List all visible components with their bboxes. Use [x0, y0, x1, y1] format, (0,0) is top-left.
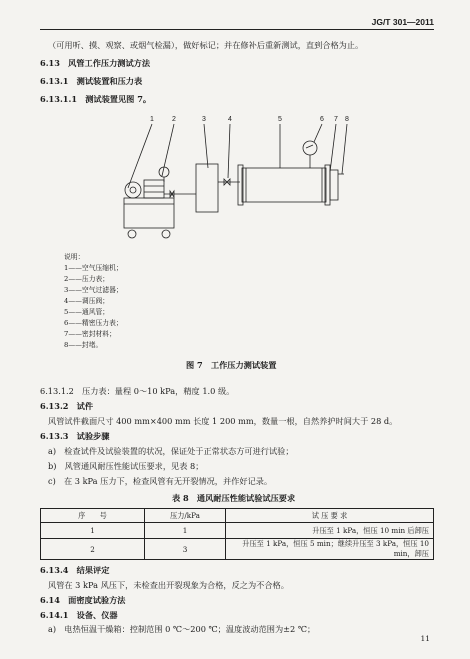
legend-title: 说明： [64, 253, 85, 261]
callout-7: 7 [334, 116, 338, 123]
callout-2: 2 [172, 116, 176, 123]
col-header-pressure: 压力/kPa [145, 509, 226, 523]
cell-number: 2 [41, 539, 145, 560]
step-b: b) 风管通风耐压性能试压要求，见表 8； [48, 461, 204, 471]
legend-item: 6——精密压力表； [64, 319, 123, 327]
legend-item: 7——密封材料； [64, 330, 116, 338]
page-number: 11 [420, 634, 430, 643]
callout-8: 8 [345, 116, 349, 123]
test-apparatus-diagram [100, 112, 360, 248]
legend-item: 1——空气压缩机； [64, 264, 123, 272]
legend-item: 5——通风管； [64, 308, 110, 316]
section-6-13-2-heading: 6.13.2 试件 [40, 401, 94, 411]
section-6-13-1-1-text: 6.13.1.1 测试装置见图 7。 [40, 94, 152, 104]
section-6-13-1-heading: 6.13.1 测试装置和压力表 [40, 76, 143, 86]
callout-4: 4 [228, 116, 232, 123]
cell-requirement: 升压至 1 kPa，恒压 10 min 后卸压 [226, 523, 434, 539]
table-row [41, 523, 434, 539]
step-c: c) 在 3 kPa 压力下，检查风管有无开裂情况，并作好记录。 [48, 476, 273, 486]
legend-item: 3——空气过滤器； [64, 286, 123, 294]
callout-6: 6 [320, 116, 324, 123]
cell-requirement: 升压至 1 kPa，恒压 5 min；继续升压至 3 kPa，恒压 10 min，卸压 [226, 539, 434, 560]
legend-item: 4——调压阀； [64, 297, 110, 305]
step-a: a) 检查试件及试验装置的状况，保证处于正常状态方可进行试验； [48, 446, 294, 456]
figure-caption: 图 7 工作压力测试装置 [186, 360, 277, 370]
table-8-title: 表 8 通风耐压性能试验试压要求 [172, 493, 296, 503]
cell-number: 1 [41, 523, 145, 539]
callout-5: 5 [278, 116, 282, 123]
col-header-requirement: 试 压 要 求 [226, 509, 434, 523]
section-6-13-heading: 6.13 风管工作压力测试方法 [40, 58, 151, 68]
result-paragraph: 风管在 3 kPa 风压下，未检查出开裂现象为合格，反之为不合格。 [48, 580, 289, 590]
standard-code: JG/T 301—2011 [371, 17, 434, 27]
section-6-14-heading: 6.14 面密度试验方法 [40, 595, 126, 605]
callout-1: 1 [150, 116, 154, 123]
table-header-row [41, 509, 434, 523]
equipment-item-a: a) 电热恒温干燥箱：控制范围 0 ℃～200 ℃；温度波动范围为±2 ℃； [48, 624, 316, 634]
callout-3: 3 [202, 116, 206, 123]
legend-item: 2——压力表； [64, 275, 110, 283]
header-rule [40, 29, 434, 30]
section-6-13-1-2-text: 6.13.1.2 压力表：量程 0～10 kPa，精度 1.0 级。 [40, 386, 235, 396]
cell-pressure: 3 [145, 539, 226, 560]
section-6-14-1-heading: 6.14.1 设备、仪器 [40, 610, 118, 620]
section-6-13-4-heading: 6.13.4 结果评定 [40, 565, 110, 575]
specimen-paragraph: 风管试件截面尺寸 400 mm×400 mm 长度 1 200 mm，数量一根，自然养护时间大于 28 d。 [48, 416, 398, 426]
table-row [41, 539, 434, 560]
section-6-13-3-heading: 6.13.3 试验步骤 [40, 431, 110, 441]
legend-item: 8——封堵。 [64, 341, 103, 349]
table-8 [40, 508, 434, 560]
col-header-number: 序 号 [41, 509, 145, 523]
cell-pressure: 1 [145, 523, 226, 539]
continued-paragraph: （可用听、摸、观察、或烟气检漏），做好标记；并在修补后重新测试，直到合格为止。 [48, 40, 364, 50]
